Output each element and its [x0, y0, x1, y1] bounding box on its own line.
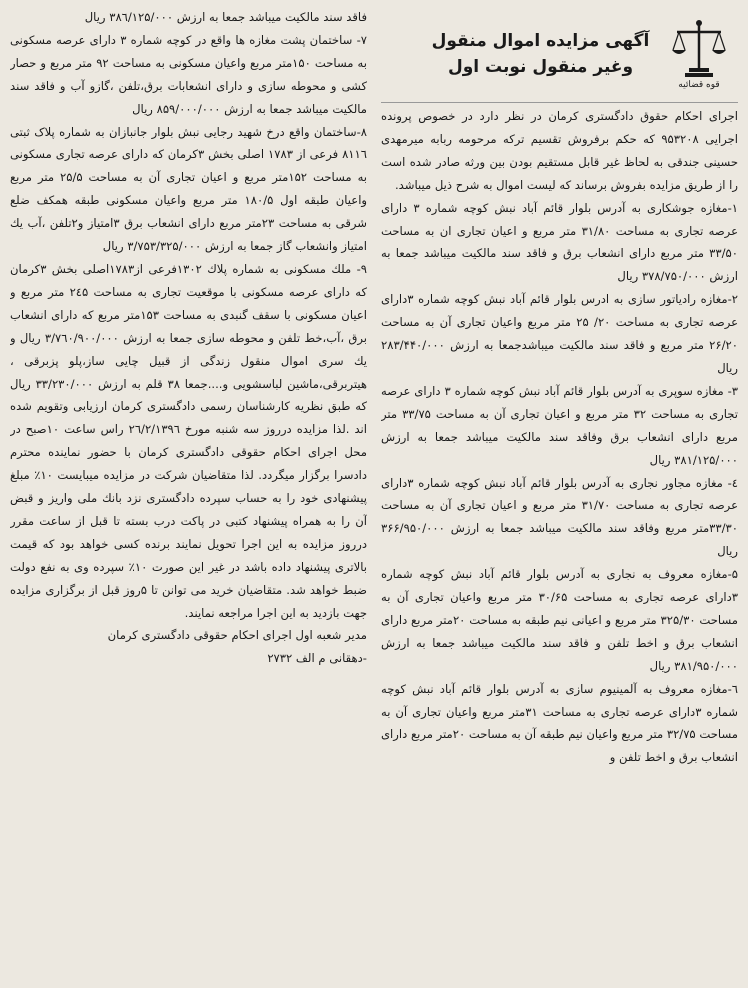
title-line-1: آگهی مزایده اموال منقول: [431, 31, 650, 51]
item-6: ٦-مغازه معروف به آلمینیوم سازی به آدرس بلوار قائم آباد نبش کوچه شماره ۳دارای عرصه تجاری به مساحت ۳۱متر مربع واعیان تجاری آن به مساحت ۳۲/۷۵ متر مربع واعیان نیم طبقه آن به مساحت ۲۰متر مربع دارای انشعاب برق و اخط تلفن و: [381, 681, 738, 765]
notice-title: [381, 28, 660, 80]
intro-paragraph: اجرای احکام حقوق دادگستری کرمان در نظر دارد در خصوص پرونده اجرایی ۹۵۳۲۰۸ که حکم برفروش تقسیم ترکه مرحومه ربابه میرمهدی حسینی جندقی به لحاظ غیر قابل مستقیم بودن بین ورثه صادر شده است را از طریق مزایده بفروش برساند که لیست اموال به شرح ذیل میباشد.: [381, 109, 738, 192]
item-7: ۷- ساختمان پشت مغازه ها واقع در کوچه شماره ۳ دارای عرصه مسکونی به مساحت ۱۵۰متر مربع واعیان مسکونی به مساحت ۹۲ متر مربع و حصار کشی و محوطه سازی و دارای انشعابات برق،تلفن ،گازو آب و فاقد سند مالکیت میباشد جمعا به ارزش ۸۵۹/۰۰۰/۰۰۰ ریال: [10, 32, 367, 116]
notice-header: [381, 6, 738, 103]
item-8: ۸-ساختمان واقع درخ شهید رجایی نبش بلوار جانبازان به شماره پلاک ثبتی ۸۱۱٦ فرعی از ۱۷۸۳ اصلی بخش ۳کرمان که دارای عرصه تجاری مسکونی به مساحت ۱۵۲متر مربع و اعیان تجاری آن به مساحت ۲۵/۵ متر مربع واعیان طبقه اول ۱۸۰/۵ متر مربع واعیان مسکونی طبقه همکف ضلع شرقی به مساحت ۲۳متر مربع دارای انشعاب برق ۳امتیاز و۲تلفن ،آب یك امتیاز وانشعاب گاز جمعا به ارزش ۳/۷۵۳/۳۲۵/۰۰۰ ریال: [10, 124, 367, 254]
item-5: ۵-مغازه معروف به نجاری به آدرس بلوار قائم آباد نبش کوچه شماره ۳دارای عرصه تجاری به مساحت ۳۰/۶۵ متر مربع واعیان تجاری آن به مساحت ۳۲۵/۳۰ متر مربع و اعیانی نیم طبقه به مساحت ۲۰متر مربع دارای انشعاب برق و اخط تلفن و فاقد سند مالکیت میباشد جمعا به ارزش ۳۸۱/۹۵۰/۰۰۰ ریال: [381, 567, 738, 673]
item-3: ۳- مغازه سوپری به آدرس بلوار قائم آباد نبش کوچه شماره ۳ دارای عرصه تجاری به مساحت ۳۲ متر مربع و اعیان تجاری آن به مساحت ۳۳/۷۵ متر مربع دارای انشعاب برق وفاقد سند مالکیت میباشد جمعا به ارزش ۳۸۱/۱۲۵/۰۰۰ ریال: [381, 383, 738, 467]
signature-line-2: -دهقانی م الف ۲۷۳۲: [267, 651, 367, 666]
emblem-caption: قوه قضائیه: [678, 80, 720, 90]
item-1: ۱-مغازه جوشکاری به آدرس بلوار قائم آباد نبش کوچه شماره ۳ دارای عرصه تجاری به مساحت ۳۱/۸۰ متر مربع و اعیان تجاری ان به مساحت ۳۳/۵۰ متر مربع دارای انشعاب برق و فاقد سند مالکیت میباشد جمعا به ارزش ۳۷۸/۷۵۰/۰۰۰ ریال: [381, 200, 738, 284]
continuation-paragraph: فاقد سند مالکیت میباشد جمعا به ارزش ۳۸٦/۱۲۵/۰۰۰ ریال: [84, 10, 367, 24]
title-line-2: وغیر منقول نوبت اول: [447, 57, 634, 77]
columns: [10, 6, 738, 980]
item-9: ۹- ملك مسکونی به شماره پلاك ۱۳۰۲فرعی از۱۷۸۳اصلی بخش ۳کرمان که دارای عرصه مسکونی با موقعیت تجاری به مساحت ۲٤۵ متر مربع و اعیان مسکونی با سقف گنبدی به مساحت ۱۵۳متر مربع که دارای انشعاب برق ،آب،خط تلفن و محوطه سازی جمعا به ارزش ۳/۷٦۰/۹۰۰/۰۰۰ ریال و یك سری اموال منقول زندگی از قبیل چایی ساز،پلو پزبرقی ، هیتربرقی،ماشین لباسشویی و....جمعا ۳۸ قلم به ارزش ۳۳/۲۳۰/۰۰۰ ریال که طبق نظریه کارشناسان رسمی دادگستری کرمان ارزیابی وتقویم شده اند .لذا مزایده درروز سه شنبه مورخ ۲٦/۲/۱۳۹٦ راس ساعت ۱۰صبح در محل اجرای احکام حقوقی دادگستری کرمان با حضور نماینده محترم دادسرا برگزار میگردد. لذا متقاضیان شرکت در مزایده میبایست ۱۰٪ مبلغ پیشنهادی خود را به حساب سپرده دادگستری نزد بانك ملی واریز و قبض آن را به همراه پیشنهاد کتبی در پاکت درب بسته تا قبل از ساعت مقرر درروز مزایده به این اجرا تحویل نمایند برنده کسی خواهد بود که قیمت بالاتری پیشنهاد داده باشد در غیر این صورت ۱۰٪ سپرده وی به نفع دولت ضبط خواهد شد. متقاضیان خرید می توانن تا ۵روز قبل از برگزاری مزایده جهت بازدید به این اجرا مراجعه نمایند.: [10, 261, 367, 620]
judiciary-emblem: [660, 9, 738, 99]
right-column: [381, 6, 738, 980]
left-column: [10, 6, 367, 980]
item-4: ٤- مغازه مجاور نجاری به آدرس بلوار قائم آباد نبش کوچه شماره ۳دارای عرصه تجاری به مساحت ۳۱/۷۰ متر مربع و اعیان تجاری آن به مساحت ۳۳/۳۰متر مربع وفاقد سند مالکیت میباشد جمعا به ارزش ۳۶۶/۹۵۰/۰۰۰ ریال: [381, 475, 738, 559]
signature-line-1: مدیر شعبه اول اجرای احکام حقوقی دادگستری کرمان: [107, 628, 367, 643]
scales-of-justice-icon: [669, 18, 729, 80]
item-2: ۲-مغازه رادیاتور سازی به ادرس بلوار قائم آباد نبش کوچه شماره ۳دارای عرصه تجاری به مساحت ۲۰/ ۲۵ متر مربع واعیان تجاری آن به مساحت ۲۶/۲۰ متر مربع و فاقد سند مالکیت میباشدجمعا به ارزش ۲۸۳/۴۴۰/۰۰۰ ریال: [381, 292, 738, 375]
